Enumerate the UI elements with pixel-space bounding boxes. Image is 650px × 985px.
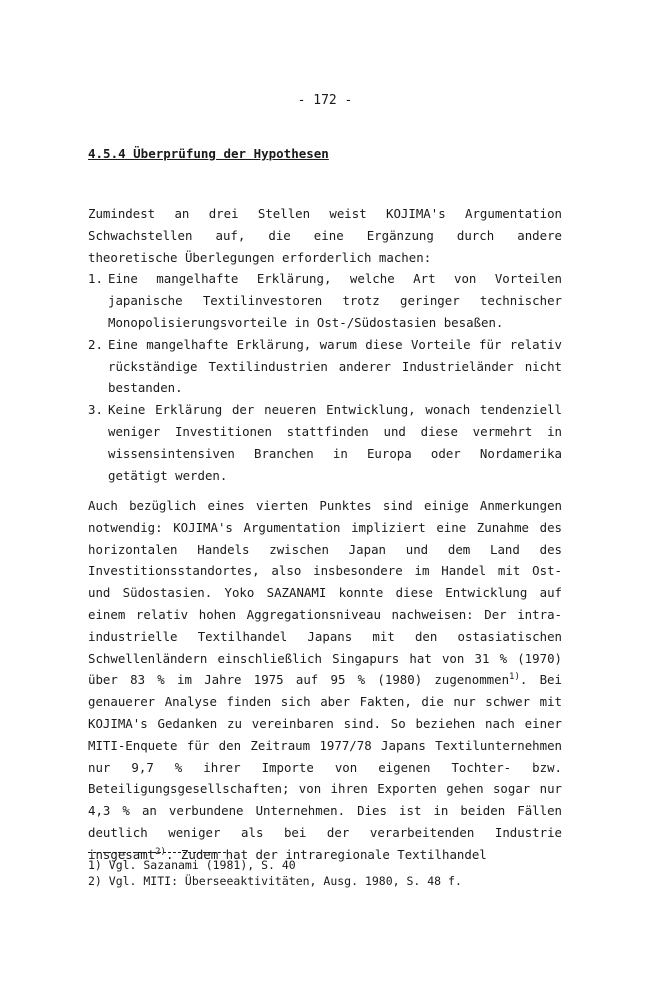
section-heading: 4.5.4 Überprüfung der Hypothesen — [88, 146, 329, 161]
list-item — [88, 334, 562, 399]
footnote-ref: 2) — [155, 846, 166, 857]
footnote-ref: 1) — [509, 672, 520, 683]
body-text-part: . Zudem hat der intraregionale Textilhandel — [165, 846, 487, 862]
weakness-list — [88, 268, 562, 486]
list-item-text: Keine Erklärung der neueren Entwicklung, wonach tendenziell weniger Investitionen stattfinden und diese vermehrt in wissensintensiven Branchen in Europa oder Nordamerika getätigt werden. — [108, 402, 562, 483]
list-item-number: 2. — [88, 336, 103, 352]
list-item-number: 1. — [88, 271, 103, 287]
body-text-part: . Bei genauerer Analyse finden sich aber Fakten, die nur schwer mit KOJIMA's Gedanken zu vereinbaren sind. So beziehen nach einer MITI-Enquete für den Zeitraum 1977/78 Japans Textilunternehmen nur 9,7 % ihrer Importe von eigenen Tochter- bzw. Beteiligungsgesellschaften; von ihren Exporten gehen sogar nur 4,3 % an verbundene Unternehmen. Dies ist in beiden Fällen deutlich weniger als bei der verarbeitenden Industrie insgesamt — [88, 672, 562, 862]
list-item — [88, 399, 562, 486]
body-paragraph — [88, 495, 562, 866]
footnotes — [88, 857, 462, 889]
footnote: 1) Vgl. Sazanami (1981), S. 40 — [88, 858, 296, 872]
list-item-number: 3. — [88, 402, 103, 418]
list-item-text: Eine mangelhafte Erklärung, welche Art von Vorteilen japanische Textilinvestoren trotz geringer technischer Monopolisierungsvorteile in Ost-/Südostasien besaßen. — [108, 271, 562, 330]
footnote-divider — [88, 852, 226, 853]
body-block — [88, 495, 562, 866]
footnote: 2) Vgl. MITI: Überseeaktivitäten, Ausg. 1980, S. 48 f. — [88, 874, 462, 888]
body-text-part: Auch bezüglich eines vierten Punktes sind einige Anmerkungen notwendig: KOJIMA's Argumentation impliziert eine Zunahme des horizontalen Handels zwischen Japan und dem Land des Investitionsstandortes, also insbesondere im Handel mit Ost- und Südostasien. Yoko SAZANAMI konnte diese Entwicklung auf einem relativ hohen Aggregationsniveau nachweisen: Der intra-industrielle Textilhandel Japans mit den ostasiatischen Schwellenländern einschließlich Singapurs hat von 31 % (1970) über 83 % im Jahre 1975 auf 95 % (1980) zugenommen — [88, 498, 562, 688]
list-item — [88, 268, 562, 333]
intro-block — [88, 203, 562, 486]
list-item-text: Eine mangelhafte Erklärung, warum diese Vorteile für relativ rückständige Textilindustrien anderer Industrieländer nicht bestanden. — [108, 336, 562, 396]
intro-paragraph: Zumindest an drei Stellen weist KOJIMA's Argumentation Schwachstellen auf, die eine Ergänzung durch andere theoretische Überlegungen erforderlich machen: — [88, 206, 562, 265]
page-number: - 172 - — [297, 93, 353, 108]
